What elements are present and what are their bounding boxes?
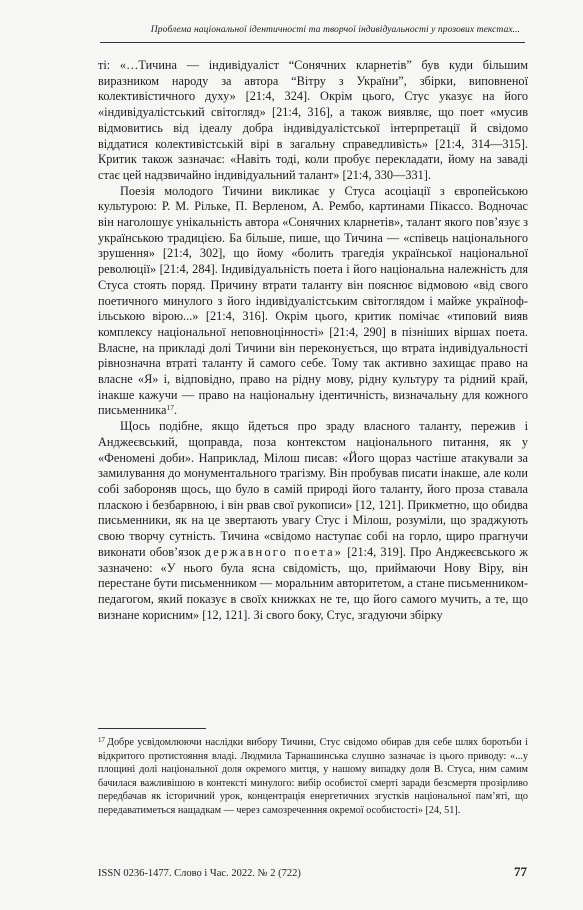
paragraph-1: ті: «…Тичина — індивідуаліст “Сонячних кларнетів” був куди більшим виразником народу за автора “Вітру з України”, збірки, виповненої колективістичного духу» [21:4, 324]. Окрім цього, Стус указує на його «індивідуалістський світогляд» [21:4, 316], а також виявляє, що поет «мусив відмовитись від ідеалу добра індивідуалістської інтерпретації й свідомо віддатися колективістській вірі в загальну справедливість» [21:4, 314—315]. Критик також зазначає: «Навіть тоді, коли пробує перекладати, йому на заваді стає цей надзвичайно індивідуальний талант» [21:4, 330—331]. [98,58,528,182]
issn-line: ISSN 0236-1477. Слово і Час. 2022. № 2 (722) [98,868,301,879]
paragraph-2-text: Поезія молодого Тичини викликає у Стуса асоціації з європейською культурою: Р. М. Рільке, П. Верленом, А. Рембо, картинами Пікассо. Водночас він наголошує унікальність автора «Сонячних кларнетів», талант якого пов’язує з українською традицією. Ба більше, пише, що Тичина — «співець національного зрушення» [21:4, 302], що йому «болить трагедія української національної революції» [21:4, 284]. Індивідуальність поета і його національна належність для Стуса стоять поряд. Причину втрати таланту він пояснює відмовою «від свого поетичного минулого з його індивідуалістським світоглядом і майже українофільською вірою...» [21:4, 316]. Окрім цього, критик помічає «типовий вияв комплексу національної неповноцінності» [21:4, 290] в пізніших віршах поета. Власне, на прикладі долі Тичини він переконується, що втрата індивідуальності рівнозначна втраті таланту й самого себе. Тому так активно захищає право на власне «Я» і, відповідно, право на рідну мову, рідну культуру та рідний край, інакше кажучи — право на національну ідентичність, визначальну для кожного письменника [98,183,528,418]
running-head: Проблема національної ідентичності та творчої індивідуальності у прозових текстах... [150,24,520,35]
paragraph-3 [98,419,528,623]
spaced-phrase: державного поета» [204,544,344,559]
footnote-text: Добре усвідомлюючи наслідки вибору Тичини, Стус свідомо обирав для себе шлях боротьби і відкритого протистояння владі. Людмила Тарнашинська слушно зазначає із цього приводу: «...у площині долі національної доля окремого митця, у нашому випадку доля В. Стуса, ним самим бачилася важливішою в контексті минулого: вибір особистої смерті заради безсмертя прозірливо передбачав як історичний урок, концентрація енергетичних згустків національної пам’яті, що передаватиметься нащадкам — через самозреченння окремої особистості» [24, 51]. [98,737,528,816]
footnote [98,734,528,817]
page-number: 77 [514,864,527,879]
body-text [98,58,528,623]
paragraph-3-text: Щось подібне, якщо йдеться про зраду власного таланту, пережив і Анджеєвський, щоправда, поза контекстом національного питання, як у «Феномені доби». Наприклад, Мілош писав: «Його щораз частіше атакували за замилування до монументального трагізму. Він пробував писати інакше, але коли собі забороняв щось, що було в самій природі його таланту, його проза ставала пласкою і безбарвною, і він рвав свої рукописи» [12, 121]. Прикметно, що обидва письменники, як на це звертають увагу Стус і Мілош, розуміли, що зраджують свою творчу сутність. Тичина «свідомо наступає собі на горло, щиро прагнучи виконати обов’язок [98,419,528,559]
footnote-number: 17 [98,736,105,744]
header-rule [100,42,525,43]
paragraph-2: Поезія молодого Тичини викликає у Стуса асоціації з європейською культурою: Р. М. Рільке, П. Верленом, А. Рембо, картинами Пікассо. Водночас він наголошує унікальність автора «Сонячних кларнетів», талант якого пов’язує з українською традицією. Ба більше, пише, що Тичина — «співець національного зрушення» [21:4, 302], що йому «болить трагедія української національної революції» [21:4, 284]. Індивідуальність поета і його національна належність для Стуса стоять поряд. Причину втрати таланту він пояснює відмовою «від свого поетичного минулого з його індивідуалістським світоглядом і майже українофільською вірою...» [21:4, 316]. Окрім цього, критик помічає «типовий вияв комплексу національної неповноцінності» [21:4, 290] в пізніших віршах поета. Власне, на прикладі долі Тичини він переконується, що втрата індивідуальності рівнозначна втраті таланту й самого себе. Тому так активно захищає право на власне «Я» і, відповідно, право на рідну мову, рідну культуру та рідний край, інакше кажучи — право на національну ідентичність, визначальну для кожного письменника$^{17}$. [98,183,528,418]
footnote-rule [98,728,206,729]
footnote-ref: 17 [166,403,174,413]
paragraph-3-tail: [21:4, 319]. Про Анджеєвського ж зазначено: «У нього була ясна свідомість, що, приймаючи Нову Віру, він перестане бути письменником — моральним авторитетом, а стане письменником-педагогом, який показує в своїх книжках не те, що його самого мучить, а те, що визнане корисним» [12, 121]. Зі свого боку, Стус, згадуючи збірку [98,544,528,622]
